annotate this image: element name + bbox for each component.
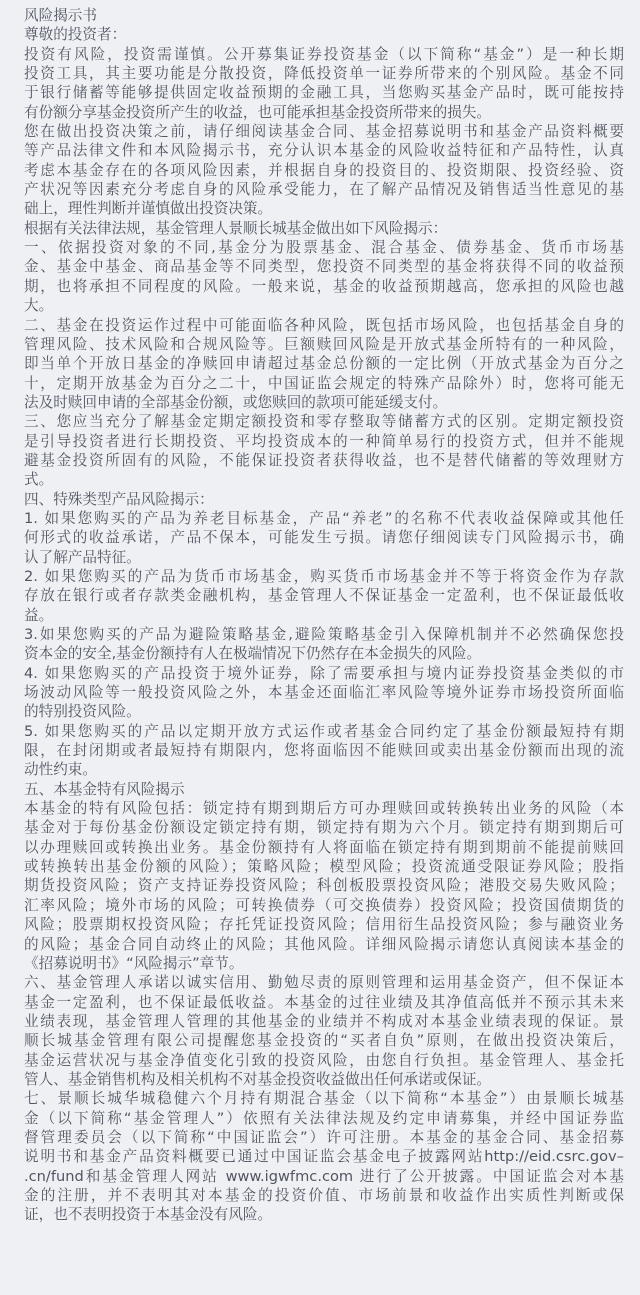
document-line: 避基金投资所固有的风险，不能保证投资者获得收益，也不是替代储蓄的等效理财方	[24, 451, 624, 469]
document-line: 本基金的特有风险包括：锁定持有期到期后方可办理赎回或转换转出业务的风险（本	[24, 800, 624, 818]
document-line: 1. 如果您购买的产品为养老目标基金，产品“养老”的名称不代表收益保障或其他任	[24, 509, 624, 527]
document-line: 基金运营状况与基金净值变化引致的投资风险，由您自行负担。基金管理人、基金托	[24, 1051, 624, 1069]
document-line: 金（以下简称“基金管理人”）依照有关法律法规及约定申请募集，并经中国证券监	[24, 1109, 624, 1127]
document-line: 基金对于每份基金份额设定锁定持有期，锁定持有期为六个月。锁定持有期到期后可	[24, 819, 624, 837]
document-line: 场波动风险等一般投资风险之外，本基金还面临汇率风险等境外证券市场投资所面临	[24, 684, 624, 702]
document-line: 顺长城基金管理有限公司提醒您基金投资的“买者自负”原则，在做出投资决策后，	[24, 1032, 624, 1050]
document-line: 限，在封闭期或者最短持有期限内，您将面临因不能赎回或卖出基金份额而出现的流	[24, 742, 624, 760]
document-line: 以办理赎回或转换出业务。基金份额持有人将面临在锁定持有期到期前不能提前赎回	[24, 838, 624, 856]
document-line: 或转换转出基金份额的风险）；策略风险；模型风险；投资流通受限证券风险；股指	[24, 858, 624, 876]
document-line: 管理风险、技术风险和合规风险等。巨额赎回风险是开放式基金所特有的一种风险，	[24, 335, 624, 353]
document-line: 于银行储蓄等能够提供固定收益预期的金融工具，当您购买基金产品时，既可能按持	[24, 84, 624, 102]
document-line: 益。	[24, 606, 54, 624]
document-line: 动性约束。	[24, 761, 97, 779]
document-line: 产状况等因素充分考虑自身的风险承受能力，在了解产品情况及销售适当性意见的基	[24, 181, 624, 199]
document-line: 是引导投资者进行长期投资、平均投资成本的一种简单易行的投资方式，但并不能规	[24, 432, 624, 450]
document-line: 有份额分享基金投资所产生的收益，也可能承担基金投资所带来的损失。	[24, 103, 492, 121]
document-line: 考虑本基金存在的各项风险因素，并根据自身的投资目的、投资期限、投资经验、资	[24, 161, 624, 179]
document-line: 管人、基金销售机构及相关机构不对基金投资收益做出任何承诺或保证。	[24, 1070, 492, 1088]
document-line: 一、依据投资对象的不同,基金分为股票基金、混合基金、债券基金、货币市场基	[24, 239, 624, 257]
document-line: 二、基金在投资运作过程中可能面临各种风险，既包括市场风险，也包括基金自身的	[24, 316, 624, 334]
document-line: 七、景顺长城华城稳健六个月持有期混合基金（以下简称“本基金”）由景顺长城基	[24, 1090, 624, 1108]
document-line: 4. 如果您购买的产品投资于境外证券，除了需要承担与境内证券投资基金类似的市	[24, 664, 624, 682]
document-line: 十，定期开放基金为百分之二十，中国证监会规定的特殊产品除外）时，您将可能无	[24, 374, 624, 392]
document-line: 础上，理性判断并谨慎做出投资决策。	[24, 200, 273, 218]
document-line: 投资有风险，投资需谨慎。公开募集证券投资基金（以下简称“基金”）是一种长期	[24, 45, 624, 63]
document-line: 3.如果您购买的产品为避险策略基金,避险策略基金引入保障机制并不必然确保您投	[24, 626, 624, 643]
document-body	[24, 25, 624, 1224]
document-line: 《招募说明书》“风险揭示”章节。	[24, 954, 244, 972]
document-line: 法及时赎回申请的全部基金份额，或您赎回的款项可能延缓支付。	[24, 393, 448, 411]
document-line: 存放在银行或者存款类金融机构，基金管理人不保证基金一定盈利，也不保证最低收	[24, 587, 624, 605]
document-line: 的特别投资风险。	[24, 703, 141, 721]
document-line: 基金一定盈利，也不保证最低收益。本基金的过往业绩及其净值高低并不预示其未来	[24, 993, 624, 1011]
document-line: 金的注册，并不表明其对本基金的投资价值、市场前景和收益作出实质性判断或保	[24, 1186, 624, 1204]
document-line: 5. 如果您购买的产品以定期开放方式运作或者基金合同约定了基金份额最短持有期	[24, 722, 624, 740]
document-line: 风险；股票期权投资风险；存托凭证投资风险；信用衍生品投资风险；参与融资业务	[24, 916, 624, 934]
document-line: 业绩表现，基金管理人管理的其他基金的业绩并不构成对本基金业绩表现的保证。景	[24, 1012, 624, 1030]
document-line: 尊敬的投资者：	[24, 26, 127, 44]
document-line: 说明书和基金产品资料概要已通过中国证监会基金电子披露网站http://eid.csrc.gov–	[24, 1148, 624, 1166]
document-line: 等产品法律文件和本风险揭示书，充分认识本基金的风险收益特征和产品特性，认真	[24, 142, 624, 160]
document-line: 即当单个开放日基金的净赎回申请超过基金总份额的一定比例（开放式基金为百分之	[24, 355, 624, 373]
document-title: 风险揭示书	[24, 7, 97, 24]
document-line: 式。	[24, 471, 54, 489]
document-line: 证，也不表明投资于本基金没有风险。	[24, 1206, 273, 1224]
document-line: 您在做出投资决策之前，请仔细阅读基金合同、基金招募说明书和基金产品资料概要	[24, 123, 624, 141]
document-line: 投资工具，其主要功能是分散投资，降低投资单一证券所带来的个别风险。基金不同	[24, 65, 624, 83]
document-line: 四、特殊类型产品风险揭示：	[24, 490, 214, 508]
document-line: 督管理委员会（以下简称“中国证监会”）许可注册。本基金的基金合同、基金招募	[24, 1128, 624, 1146]
document-line: 的风险；基金合同自动终止的风险；其他风险。详细风险揭示请您认真阅读本基金的	[24, 935, 624, 953]
document-line: .cn/fund和基金管理人网站 www.igwfmc.com 进行了公开披露。中国证监会对本基	[24, 1167, 624, 1185]
document-line: 期货投资风险；资产支持证券投资风险；科创板股票投资风险；港股交易失败风险；	[24, 877, 624, 895]
document-line: 五、本基金特有风险揭示	[24, 780, 185, 798]
document-line: 六、基金管理人承诺以诚实信用、勤勉尽责的原则管理和运用基金资产，但不保证本	[24, 974, 624, 992]
document-line: 金、基金中基金、商品基金等不同类型，您投资不同类型的基金将获得不同的收益预	[24, 258, 624, 276]
document-line: 何形式的收益承诺，产品不保本，可能发生亏损。请您仔细阅读专门风险揭示书，确	[24, 529, 624, 547]
document-line: 认了解产品特征。	[24, 548, 141, 566]
document-line: 2. 如果您购买的产品为货币市场基金，购买货币市场基金并不等于将资金作为存款	[24, 567, 624, 585]
document-line: 大。	[24, 297, 54, 315]
document-line: 期，也将承担不同程度的风险。一般来说，基金的收益预期越高，您承担的风险也越	[24, 277, 624, 295]
document-line: 资本金的安全,基金份额持有人在极端情况下仍然存在本金损失的风险。	[24, 645, 482, 663]
document-line: 根据有关法律法规，基金管理人景顺长城基金做出如下风险揭示：	[24, 219, 448, 237]
document-line: 三、您应当充分了解基金定期定额投资和零存整取等储蓄方式的区别。定期定额投资	[24, 413, 624, 431]
document-line: 汇率风险；境外市场的风险；可转换债券（可交换债券）投资风险；投资国债期货的	[24, 896, 624, 914]
